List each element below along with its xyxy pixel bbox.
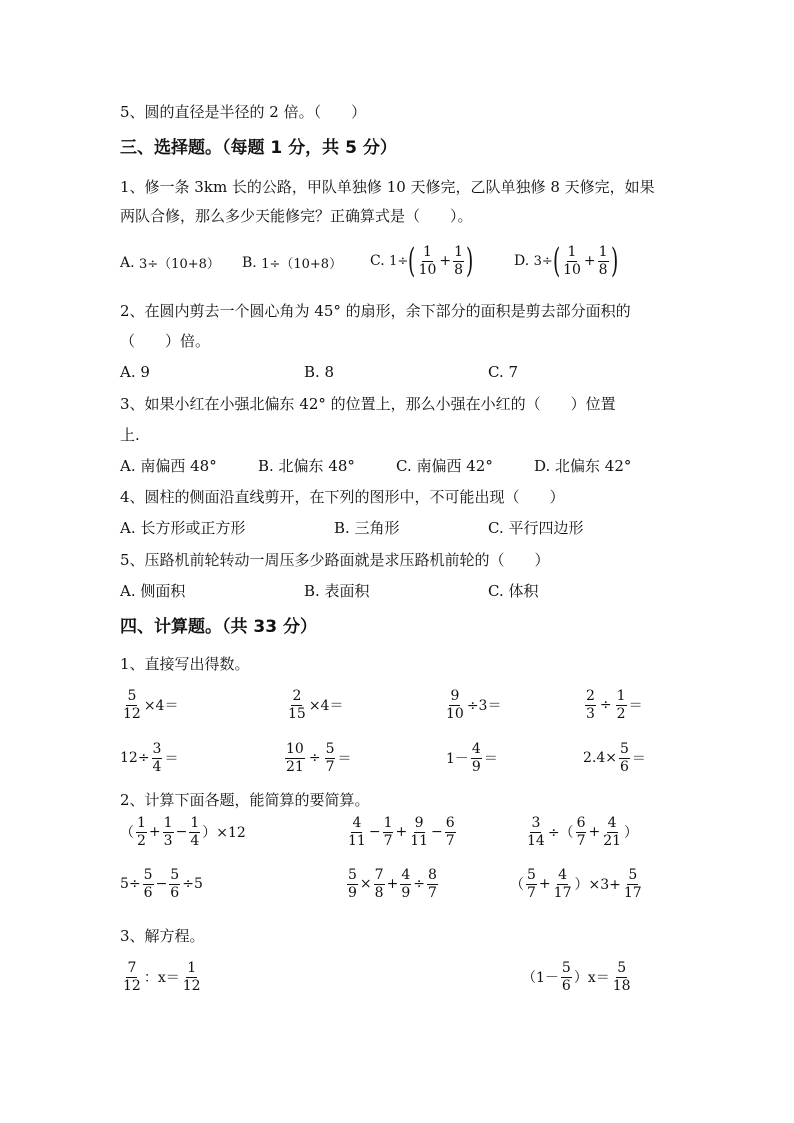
p2-title: 2、计算下面各题，能简算的要简算。 bbox=[120, 791, 370, 809]
p1-expr-5 bbox=[120, 742, 178, 774]
q3-line1: 3、如果小红在小强北偏东 42° 的位置上，那么小强在小红的（ ）位置 bbox=[120, 395, 616, 413]
left-paren: （1－ bbox=[522, 970, 559, 987]
expr-prefix: 1－ bbox=[446, 751, 469, 768]
equation-middle: ）x＝ bbox=[573, 970, 610, 987]
fraction: $\frac{5}{6}$ bbox=[561, 960, 571, 994]
q2-option-a: A. 9 bbox=[120, 363, 150, 381]
p1-expr-3 bbox=[443, 689, 501, 721]
operator: − bbox=[155, 876, 168, 893]
fraction: $\frac{1}{10}$ bbox=[563, 243, 581, 278]
plus-sign: + bbox=[583, 253, 596, 269]
q5-option-c: C. 体积 bbox=[488, 582, 539, 600]
expr-prefix: 2.4× bbox=[583, 750, 617, 767]
right-paren: ) bbox=[610, 241, 618, 281]
judge-question-5: 5、圆的直径是半径的 2 倍。（ ） bbox=[120, 103, 367, 121]
q2-line1: 2、在圆内剪去一个圆心角为 45° 的扇形，余下部分的面积是剪去部分面积的 bbox=[120, 302, 631, 320]
option-expr: 3÷（10+8） bbox=[139, 257, 220, 272]
fraction: $\frac{7}{12}$ bbox=[123, 960, 141, 994]
expr-prefix: 5÷ bbox=[120, 876, 141, 893]
p2-expr-2 bbox=[345, 816, 458, 848]
expr-rest: ÷3＝ bbox=[466, 698, 502, 715]
fraction: $\frac{1}{7}$ bbox=[383, 815, 393, 849]
p1-expr-8 bbox=[583, 742, 646, 774]
plus-sign: + bbox=[439, 253, 452, 269]
q4-option-c: C. 平行四边形 bbox=[488, 519, 584, 537]
operator: ÷ bbox=[413, 876, 425, 893]
operator: ÷ bbox=[308, 750, 321, 767]
p2-expr-3 bbox=[524, 816, 638, 848]
q1-option-d bbox=[514, 241, 618, 281]
p2-expr-4 bbox=[120, 868, 203, 900]
q1-option-b bbox=[242, 253, 342, 272]
operator: + bbox=[386, 876, 399, 893]
operator: + bbox=[148, 824, 161, 841]
fraction: $\frac{5}{18}$ bbox=[612, 960, 631, 994]
p2-expr-5 bbox=[345, 868, 440, 900]
fraction: $\frac{7}{8}$ bbox=[374, 867, 384, 901]
q3-option-c: C. 南偏西 42° bbox=[396, 457, 493, 475]
left-paren: （ bbox=[510, 877, 524, 894]
equals-sign: ＝ bbox=[483, 751, 498, 768]
fraction: $\frac{3}{14}$ bbox=[527, 815, 545, 849]
p3-equation-1 bbox=[120, 961, 204, 993]
q1-option-c bbox=[370, 241, 474, 281]
fraction: $\frac{4}{21}$ bbox=[603, 815, 622, 849]
option-prefix: 1÷ bbox=[389, 253, 409, 269]
q5-option-a: A. 侧面积 bbox=[120, 582, 186, 600]
q1-option-a bbox=[120, 253, 220, 272]
q3-option-a: A. 南偏西 48° bbox=[120, 457, 217, 475]
p1-title: 1、直接写出得数。 bbox=[120, 655, 250, 673]
right-paren: ） bbox=[624, 825, 639, 842]
right-paren: ）×12 bbox=[202, 825, 246, 842]
p2-expr-6 bbox=[510, 868, 645, 900]
fraction: $\frac{5}{9}$ bbox=[348, 867, 357, 901]
q2-option-c: C. 7 bbox=[488, 363, 519, 381]
p1-expr-4 bbox=[583, 689, 643, 721]
fraction: $\frac{1}{12}$ bbox=[182, 960, 201, 994]
fraction: $\frac{5}{6}$ bbox=[620, 741, 629, 775]
q5-option-b: B. 表面积 bbox=[304, 582, 370, 600]
left-paren: （ bbox=[120, 825, 134, 842]
expr-suffix: ÷5 bbox=[182, 876, 203, 893]
q4-option-a: A. 长方形或正方形 bbox=[120, 519, 246, 537]
fraction: $\frac{9}{11}$ bbox=[410, 815, 429, 849]
option-label: D. bbox=[514, 253, 530, 269]
q2-line2: （ ）倍。 bbox=[120, 332, 211, 350]
fraction: $\frac{6}{7}$ bbox=[576, 815, 586, 849]
fraction: $\frac{2}{15}$ bbox=[288, 688, 306, 722]
operator: − bbox=[175, 824, 188, 841]
fraction: $\frac{4}{9}$ bbox=[471, 741, 481, 775]
expr-rest: ×4＝ bbox=[143, 698, 179, 715]
q4-line1: 4、圆柱的侧面沿直线剪开，在下列的图形中，不可能出现（ ） bbox=[120, 488, 565, 506]
equals-sign: ＝ bbox=[628, 698, 643, 715]
fraction: $\frac{1}{8}$ bbox=[598, 243, 608, 278]
fraction: $\frac{1}{8}$ bbox=[454, 243, 464, 278]
fraction: $\frac{1}{4}$ bbox=[190, 815, 200, 849]
section-4-title: 四、计算题。（共 33 分） bbox=[120, 617, 317, 637]
fraction: $\frac{1}{2}$ bbox=[137, 815, 146, 849]
p3-equation-2 bbox=[522, 961, 634, 993]
left-paren: ( bbox=[552, 241, 561, 281]
fraction: $\frac{5}{7}$ bbox=[325, 741, 335, 775]
q5-line1: 5、压路机前轮转动一周压多少路面就是求压路机前轮的（ ） bbox=[120, 551, 550, 569]
fraction: $\frac{1}{3}$ bbox=[163, 815, 173, 849]
option-label: B. bbox=[242, 254, 257, 271]
fraction: $\frac{1}{10}$ bbox=[418, 243, 437, 278]
fraction: $\frac{5}{17}$ bbox=[623, 867, 642, 901]
right-paren: ) bbox=[466, 241, 474, 281]
fraction: $\frac{5}{12}$ bbox=[123, 688, 141, 722]
operator: + bbox=[395, 824, 408, 841]
q3-option-b: B. 北偏东 48° bbox=[258, 457, 355, 475]
fraction: $\frac{4}{11}$ bbox=[348, 815, 366, 849]
operator: ）×3+ bbox=[574, 877, 621, 894]
operator: + bbox=[538, 876, 551, 893]
operator: − bbox=[431, 824, 443, 841]
equation-middle: ：x＝ bbox=[143, 970, 180, 987]
expr-rest: ×4＝ bbox=[308, 698, 344, 715]
p1-expr-1 bbox=[120, 689, 178, 721]
section-3-title: 三、选择题。（每题 1 分，共 5 分） bbox=[120, 138, 397, 158]
q1-line1: 1、修一条 3km 长的公路，甲队单独修 10 天修完，乙队单独修 8 天修完，如果 bbox=[120, 178, 655, 196]
fraction: $\frac{6}{7}$ bbox=[445, 815, 455, 849]
fraction: $\frac{5}{7}$ bbox=[527, 867, 536, 901]
equals-sign: ＝ bbox=[631, 751, 646, 768]
q3-option-d: D. 北偏东 42° bbox=[534, 457, 632, 475]
q4-option-b: B. 三角形 bbox=[334, 519, 400, 537]
p1-expr-2 bbox=[285, 689, 343, 721]
fraction: $\frac{4}{9}$ bbox=[401, 867, 411, 901]
operator: + bbox=[588, 824, 601, 841]
equals-sign: ＝ bbox=[337, 751, 352, 768]
fraction: $\frac{3}{4}$ bbox=[152, 741, 162, 775]
option-label: C. bbox=[370, 253, 385, 269]
fraction: $\frac{4}{17}$ bbox=[553, 867, 572, 901]
fraction: $\frac{2}{3}$ bbox=[586, 688, 595, 722]
p1-expr-6 bbox=[283, 742, 351, 774]
left-paren: ( bbox=[408, 241, 416, 281]
p2-expr-1 bbox=[120, 816, 246, 848]
option-expr: 1÷（10+8） bbox=[261, 257, 343, 272]
p1-expr-7 bbox=[446, 742, 498, 774]
fraction: $\frac{10}{21}$ bbox=[286, 741, 304, 775]
q1-line2: 两队合修，那么多少天能修完？正确算式是（ ）。 bbox=[120, 207, 473, 225]
fraction: $\frac{5}{6}$ bbox=[143, 867, 153, 901]
operator: ÷（ bbox=[547, 825, 574, 842]
fraction: $\frac{1}{2}$ bbox=[616, 688, 626, 722]
option-label: A. bbox=[120, 254, 135, 271]
p3-title: 3、解方程。 bbox=[120, 927, 205, 945]
q3-line2: 上. bbox=[120, 426, 140, 444]
option-prefix: 3÷ bbox=[533, 253, 553, 269]
fraction: $\frac{8}{7}$ bbox=[427, 867, 437, 901]
operator: − bbox=[368, 824, 381, 841]
equals-sign: ＝ bbox=[164, 751, 179, 768]
operator: × bbox=[359, 876, 372, 893]
fraction: $\frac{9}{10}$ bbox=[446, 688, 464, 722]
fraction: $\frac{5}{6}$ bbox=[170, 867, 180, 901]
q2-option-b: B. 8 bbox=[304, 363, 335, 381]
expr-prefix: 12÷ bbox=[120, 750, 150, 767]
operator: ÷ bbox=[599, 697, 612, 714]
